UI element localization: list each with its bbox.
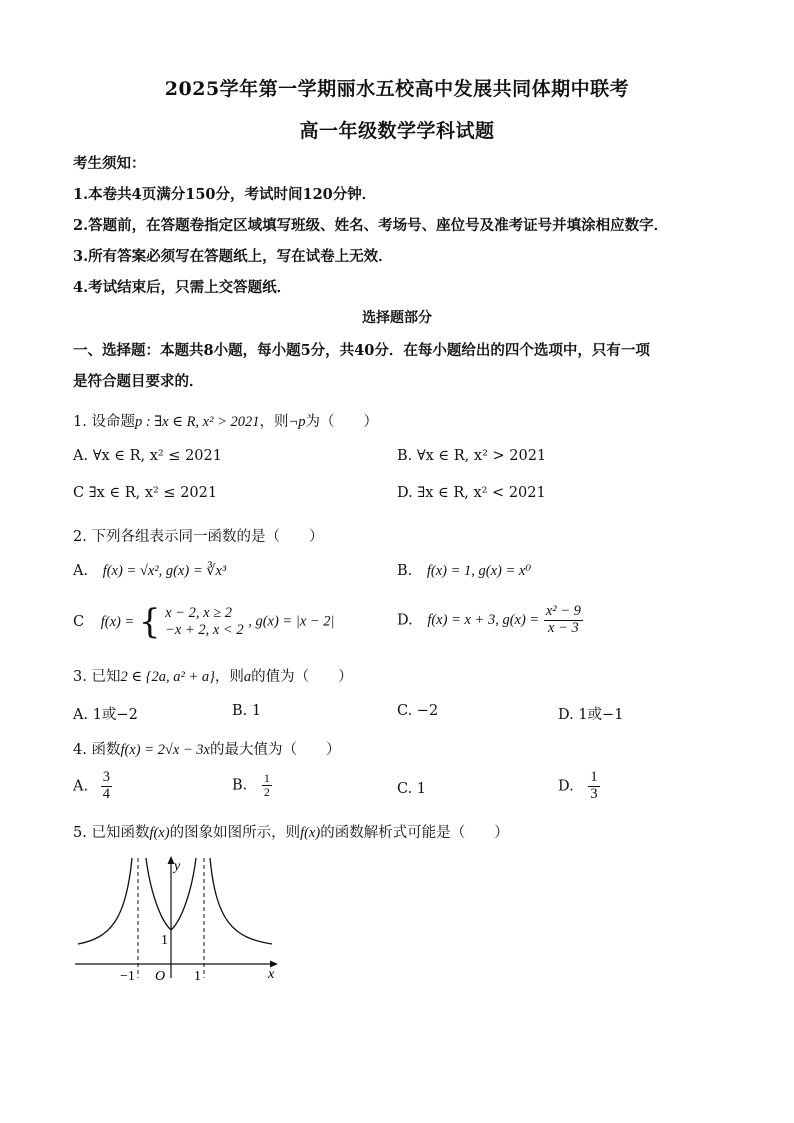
q4-stem-suffix: 的最大值为（ ） — [209, 742, 341, 758]
q2-option-b-label: B. — [397, 563, 413, 579]
origin-label: O — [155, 969, 166, 984]
q1-option-a: A. ∀x ∈ R, x² ≤ 2021 — [73, 448, 222, 464]
notice-item-2: 2.答题前，在答题卷指定区域填写班级、姓名、考场号、座位号及准考证号并填涂相应数字． — [73, 217, 669, 234]
q3-option-a: A. 1或−2 — [73, 707, 138, 723]
q1-option-c: C ∃x ∈ R, x² ≤ 2021 — [73, 485, 218, 501]
q4-option-b — [232, 772, 272, 799]
q4-b-numerator: 1 — [263, 771, 270, 785]
q4-a-denominator: 4 — [102, 785, 110, 802]
q2-option-c-g: , g(x) = |x − 2| — [248, 613, 335, 630]
q3-option-d: D. 1或−1 — [558, 707, 624, 723]
q3-option-b: B. 1 — [232, 703, 262, 719]
q1-option-d: D. ∃x ∈ R, x² < 2021 — [397, 485, 546, 501]
q4-function: f(x) = 2√x − 3x — [120, 742, 210, 758]
q2-option-b-expr: f(x) = 1, g(x) = x⁰ — [426, 563, 532, 579]
y-intercept-label: 1 — [161, 933, 168, 948]
q1-stem-mid: ，则 — [259, 414, 289, 430]
notice-heading: 考生须知： — [73, 155, 146, 172]
tick-label-neg1: −1 — [120, 969, 135, 984]
q2-d-denominator: x − 3 — [548, 619, 579, 636]
q2-option-d-fraction — [544, 604, 583, 637]
q4-a-fraction — [101, 770, 112, 803]
q5-stem-suffix: 的函数解析式可能是（ ） — [320, 825, 509, 841]
q5-function-graph — [70, 850, 290, 990]
q3-variable: a — [243, 669, 252, 685]
q3-stem — [73, 665, 353, 686]
q5-stem — [73, 821, 509, 842]
q4-b-fraction — [262, 772, 272, 799]
q2-option-a — [73, 563, 226, 580]
x-axis-label: x — [268, 967, 275, 982]
q2-d-numerator: x² − 9 — [545, 603, 581, 619]
tick-label-pos1: 1 — [194, 969, 201, 984]
q4-stem — [73, 738, 340, 759]
y-axis-label: y — [174, 859, 181, 874]
q2-option-d — [397, 604, 583, 637]
q2-option-c — [73, 602, 335, 642]
q5-stem-mid: 的图象如图所示，则 — [169, 825, 301, 841]
q4-stem-prefix: 4. 函数 — [73, 742, 121, 758]
q3-set-expr: 2 ∈ {2a, a² + a} — [120, 669, 215, 685]
notice-item-3: 3.所有答案必须写在答题纸上，写在试卷上无效． — [73, 248, 393, 265]
exam-subtitle: 高一年级数学学科试题 — [299, 120, 495, 142]
q2-case-2: −x + 2, x < 2 — [165, 622, 244, 638]
q4-option-a-label: A. — [73, 778, 89, 795]
q3-stem-suffix: 的值为（ ） — [251, 669, 353, 685]
q4-option-b-label: B. — [232, 777, 248, 794]
q2-option-b — [397, 563, 531, 580]
q3-stem-mid: ，则 — [214, 669, 244, 685]
part-title: 选择题部分 — [362, 310, 432, 326]
q2-stem: 2. 下列各组表示同一函数的是（ ） — [73, 529, 324, 545]
q5-function-2: f(x) — [300, 825, 321, 841]
q2-option-a-expr: f(x) = √x², g(x) = ∛x³ — [102, 563, 227, 579]
section-heading-1: 一、选择题：本题共8小题，每小题5分，共40分．在每小题给出的四个选项中，只有一项 — [73, 342, 650, 359]
q4-b-denominator: 2 — [263, 785, 270, 800]
curve-left-branch — [78, 858, 132, 944]
q5-function-1: f(x) — [149, 825, 170, 841]
q4-d-fraction — [588, 770, 599, 803]
q1-stem-suffix: 为（ ） — [305, 414, 379, 430]
q2-option-d-f: f(x) = x + 3, g(x) = — [427, 611, 540, 628]
q2-option-a-label: A. — [73, 563, 89, 579]
notice-item-4: 4.考试结束后，只需上交答题纸． — [73, 279, 292, 296]
q4-option-d-label: D. — [558, 778, 574, 795]
notice-item-1: 1.本卷共4页满分150分，考试时间120分钟． — [73, 186, 377, 203]
q2-option-d-label: D. — [397, 612, 413, 629]
curve-right-branch — [210, 858, 272, 944]
q4-option-c: C. 1 — [397, 781, 427, 797]
q2-case-1: x − 2, x ≥ 2 — [165, 605, 232, 621]
q1-stem-prefix: 1. 设命题 — [73, 414, 135, 430]
q4-a-numerator: 3 — [102, 769, 110, 785]
exam-title: 2025学年第一学期丽水五校高中发展共同体期中联考 — [164, 78, 630, 100]
q4-option-a — [73, 770, 112, 803]
q2-option-c-label: C — [73, 614, 85, 630]
q5-stem-prefix: 5. 已知函数 — [73, 825, 150, 841]
section-heading-2: 是符合题目要求的． — [73, 373, 204, 390]
q2-piecewise — [165, 605, 243, 639]
q1-stem — [73, 410, 378, 431]
q1-negation: ¬p — [288, 414, 306, 430]
q3-stem-prefix: 3. 已知 — [73, 669, 121, 685]
q2-option-c-f: f(x) = — [100, 613, 135, 630]
q2-brace: { — [138, 602, 161, 642]
q1-option-b: B. ∀x ∈ R, x² > 2021 — [397, 448, 547, 464]
q4-d-numerator: 1 — [590, 769, 598, 785]
q1-proposition: p : ∃x ∈ R, x² > 2021 — [134, 414, 260, 430]
q3-option-c: C. −2 — [397, 703, 439, 719]
q4-d-denominator: 3 — [590, 785, 598, 802]
q4-option-d — [558, 770, 600, 803]
